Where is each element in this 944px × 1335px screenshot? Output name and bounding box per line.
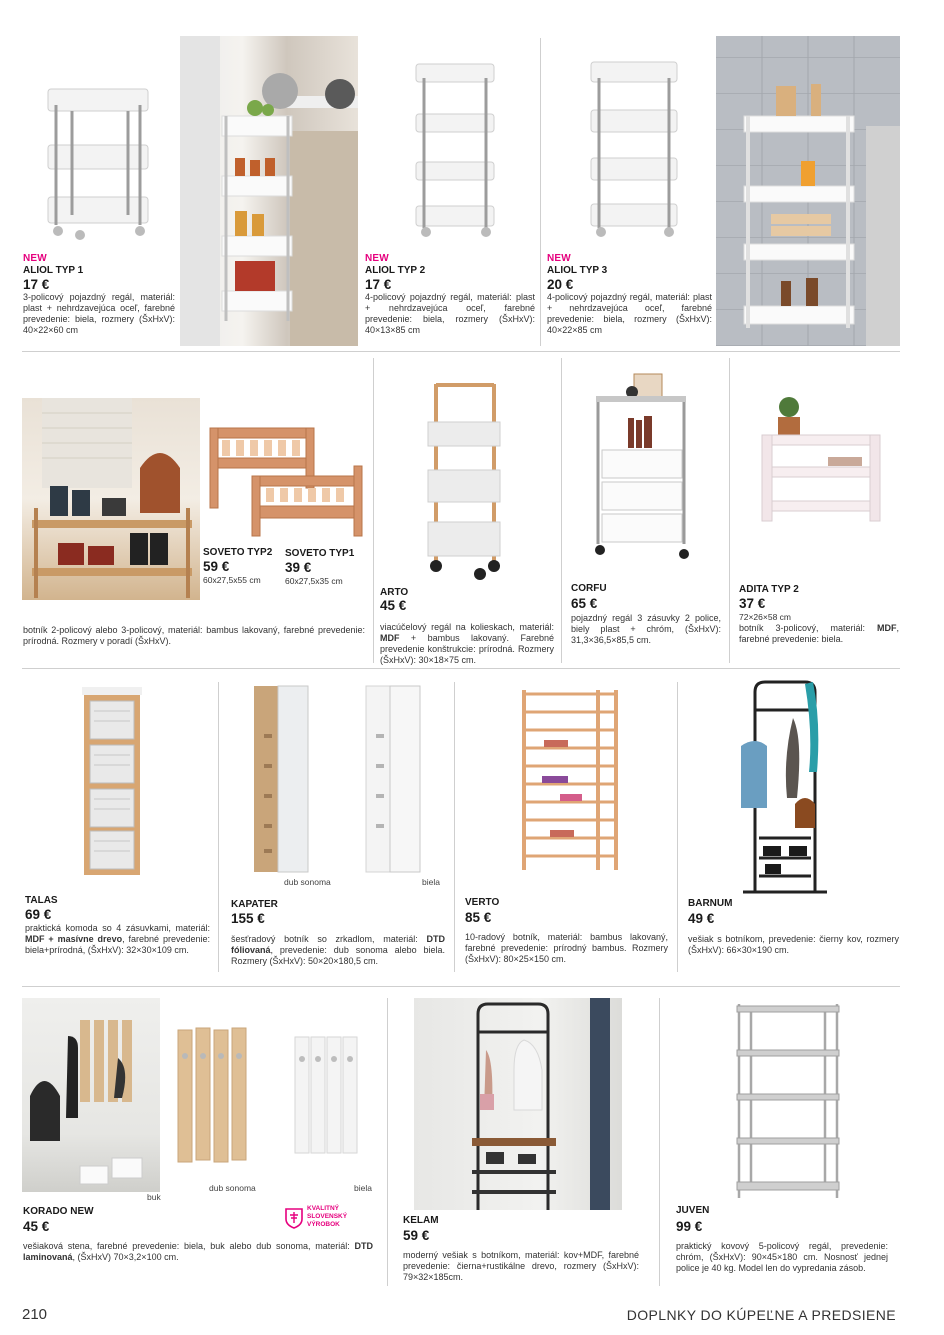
row-divider-1 <box>22 351 900 352</box>
soveto-desc: botník 2-policový alebo 3-policový, materiál: bambus lakovaný, farebné prevedenie: prírodná. Rozmery v poradí (ŠxHxV). <box>23 625 365 646</box>
col-divider <box>454 682 455 972</box>
adita-desc <box>739 623 899 645</box>
korado-desc-part: , (ŠxHxV) 70×3,2×100 cm. <box>72 1252 179 1262</box>
adita-desc-part: , farebné prevedenie: biela. <box>739 623 899 644</box>
adita-price: 37 € <box>739 596 766 611</box>
col-divider <box>218 682 219 972</box>
verto-price: 85 € <box>465 910 492 925</box>
korado-desc <box>23 1241 373 1263</box>
corfu-price: 65 € <box>571 596 598 611</box>
wall-hanger-photo <box>22 998 160 1192</box>
aliol1-new-badge: NEW <box>23 253 47 264</box>
kapater-sonoma-image <box>252 684 310 876</box>
korado-desc-part: vešiaková stena, farebné prevedenie: biela, buk alebo dub sonoma, materiál: <box>23 1241 350 1251</box>
soveto1-name: SOVETO TYP1 <box>285 548 355 559</box>
aliol3-new-badge: NEW <box>547 253 571 264</box>
verto-image <box>520 688 620 874</box>
barnum-desc: vešiak s botníkom, prevedenie: čierny kov, rozmery (ŠxHxV): 66×30×190 cm. <box>688 934 899 955</box>
slovak-quality-badge <box>284 1205 356 1231</box>
korado-caption-buk: buk <box>147 1192 161 1202</box>
talas-image <box>80 685 144 880</box>
kapater-desc-part: šesťradový botník so zrkadlom, materiál: <box>231 934 418 944</box>
hallway-photo <box>414 998 622 1210</box>
shoe-rack-photo <box>22 398 200 600</box>
col-divider <box>729 358 730 663</box>
aliol-typ3-image <box>585 58 685 238</box>
verto-desc: 10-radový botník, materiál: bambus lakovaný, farebné prevedenie: prírodný bambus. Rozmery (ŠxHxV): 80×25×150 cm. <box>465 932 668 964</box>
kelam-price: 59 € <box>403 1228 430 1243</box>
slovak-quality-badge-icon <box>284 1207 304 1229</box>
kitchen-photo <box>180 36 358 346</box>
row-divider-3 <box>22 986 900 987</box>
adita-desc-part: botník 3-policový, materiál: <box>739 623 865 633</box>
aliol-typ1-image <box>40 85 160 240</box>
col-divider <box>561 358 562 663</box>
kapater-caption-sonoma: dub sonoma <box>284 877 331 887</box>
kelam-name: KELAM <box>403 1215 439 1226</box>
kapater-desc-material: DTD fóliovaná <box>231 934 445 955</box>
arto-image <box>422 380 506 580</box>
kapater-caption-white: biela <box>422 877 440 887</box>
col-divider <box>659 998 660 1286</box>
talas-desc-part: praktická komoda so 4 zásuvkami, materiál: <box>25 923 210 933</box>
quality-badge-line1: KVALITNÝ <box>307 1205 340 1212</box>
kapater-desc <box>231 934 445 967</box>
arto-desc-part: + bambus lakovaný. Farebné prevedenie konštrukcie: prírodná. Rozmery (ŠxHxV): 30×18×75 cm. <box>380 633 554 665</box>
kapater-white-image <box>364 684 422 876</box>
talas-desc-part: , farebné prevedenie: biela+prírodná, (ŠxHxV): 32×30×109 cm. <box>25 934 210 955</box>
quality-badge-line2: SLOVENSKÝ <box>307 1213 348 1220</box>
row-divider-2 <box>22 668 900 669</box>
soveto1-dims: 60x27,5x35 cm <box>285 576 343 586</box>
aliol2-new-badge: NEW <box>365 253 389 264</box>
barnum-name: BARNUM <box>688 898 733 909</box>
aliol2-price: 17 € <box>365 277 392 292</box>
aliol3-price: 20 € <box>547 277 574 292</box>
adita-image <box>758 395 883 525</box>
korado-sonoma-image <box>174 1026 252 1164</box>
kapater-name: KAPATER <box>231 899 278 910</box>
aliol-typ2-image <box>410 60 500 240</box>
juven-desc: praktický kovový 5-policový regál, prevedenie: chróm, (ŠxHxV): 90×45×180 cm. Nosnosť jednej police je 40 kg. Model len do vypredania zásob. <box>676 1241 888 1273</box>
arto-desc <box>380 622 554 666</box>
col-divider <box>373 358 374 663</box>
adita-desc-material: MDF <box>876 623 897 633</box>
arto-desc-material: MDF <box>380 633 400 643</box>
aliol1-price: 17 € <box>23 277 50 292</box>
aliol3-name: ALIOL TYP 3 <box>547 265 608 276</box>
aliol1-desc: 3-policový pojazdný regál, materiál: plast + nehrdzavejúca oceľ, farebné prevedenie: biela, rozmery (ŠxHxV): 40×22×60 cm <box>23 292 175 335</box>
korado-price: 45 € <box>23 1219 50 1234</box>
korado-caption-sonoma: dub sonoma <box>209 1183 256 1193</box>
barnum-price: 49 € <box>688 911 715 926</box>
bathroom-photo <box>716 36 900 346</box>
arto-desc-part: viacúčelový regál na kolieskach, materiál: <box>380 622 554 632</box>
corfu-name: CORFU <box>571 583 607 594</box>
adita-name: ADITA TYP 2 <box>739 584 799 595</box>
korado-desc-material: DTD laminovaná <box>23 1241 373 1262</box>
aliol3-desc: 4-policový pojazdný regál, materiál: plast + nehrdzavejúca oceľ, farebné prevedenie: biela, rozmery (ŠxHxV): 40×22×85 cm <box>547 292 712 335</box>
col-divider <box>540 38 541 346</box>
barnum-image <box>735 678 835 898</box>
juven-image <box>733 1002 845 1202</box>
page-number: 210 <box>22 1306 48 1323</box>
soveto2-dims: 60x27,5x55 cm <box>203 575 261 585</box>
col-divider <box>387 998 388 1286</box>
juven-name: JUVEN <box>676 1205 710 1216</box>
talas-desc <box>25 923 210 956</box>
soveto2-price: 59 € <box>203 559 230 574</box>
aliol2-name: ALIOL TYP 2 <box>365 265 426 276</box>
talas-price: 69 € <box>25 907 52 922</box>
section-title: DOPLNKY DO KÚPEĽNE A PREDSIENE <box>626 1307 896 1323</box>
talas-desc-material: MDF + masívne drevo <box>25 934 123 944</box>
quality-badge-line3: VÝROBOK <box>307 1221 340 1228</box>
soveto2-name: SOVETO TYP2 <box>203 547 273 558</box>
korado-white-image <box>293 1035 363 1155</box>
kapater-price: 155 € <box>231 911 265 926</box>
corfu-image <box>592 370 692 560</box>
aliol2-desc: 4-policový pojazdný regál, materiál: plast + nehrdzavejúca oceľ, farebné prevedenie: biela, rozmery (ŠxHxV): 40×13×85 cm <box>365 292 535 335</box>
arto-name: ARTO <box>380 587 409 598</box>
arto-price: 45 € <box>380 598 407 613</box>
korado-caption-white: biela <box>354 1183 372 1193</box>
corfu-desc: pojazdný regál 3 zásuvky 2 police, biely plast + chróm, (ŠxHxV): 31,3×36,5×85,5 cm. <box>571 613 721 645</box>
soveto1-price: 39 € <box>285 560 312 575</box>
soveto-racks-image <box>206 420 366 545</box>
korado-name: KORADO NEW <box>23 1206 94 1217</box>
verto-name: VERTO <box>465 897 500 908</box>
juven-price: 99 € <box>676 1219 703 1234</box>
talas-name: TALAS <box>25 895 58 906</box>
col-divider <box>677 682 678 972</box>
aliol1-name: ALIOL TYP 1 <box>23 265 84 276</box>
kapater-desc-part: , prevedenie: dub sonoma alebo biela. Rozmery (ŠxHxV): 50×20×180,5 cm. <box>231 945 445 966</box>
kelam-desc: moderný vešiak s botníkom, materiál: kov+MDF, farebné prevedenie: čierna+rustikálne drevo, rozmery (ŠxHxV): 79×32×185cm. <box>403 1250 639 1282</box>
adita-dims: 72×26×58 cm <box>739 612 791 622</box>
